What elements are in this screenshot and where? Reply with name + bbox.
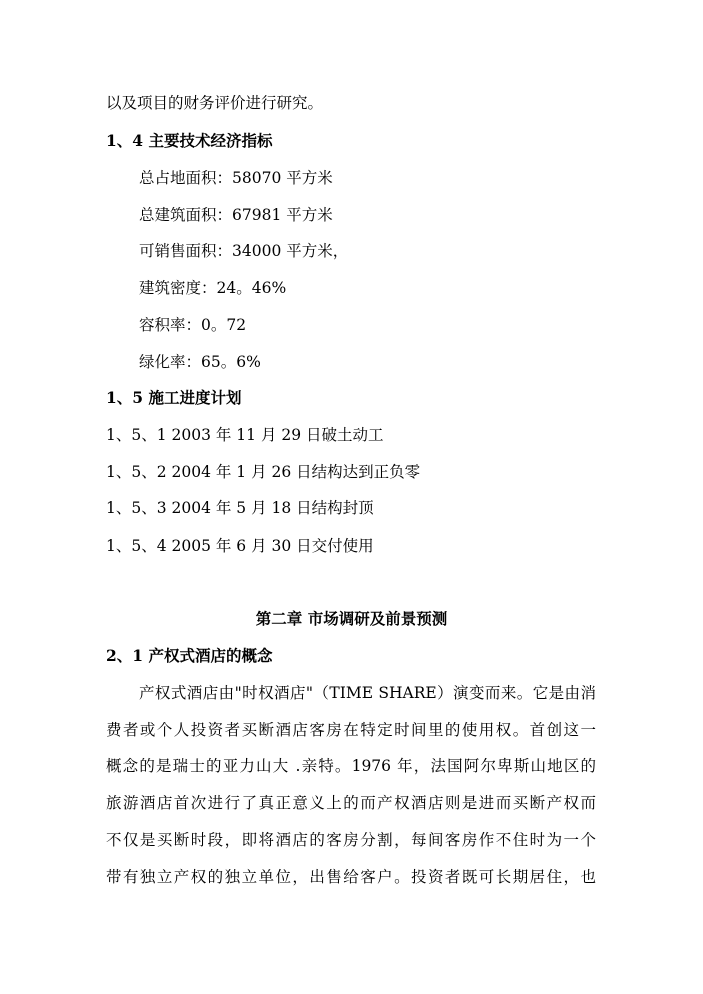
indicator-green-ratio: 绿化率：65。6% <box>139 353 261 371</box>
paragraph-line: 概念的是瑞士的亚力山大 .亲特。1976 年，法国阿尔卑斯山地区的 <box>106 757 596 775</box>
paragraph-line: 产权式酒店由"时权酒店"（TIME SHARE）演变而来。它是由消 <box>139 684 596 702</box>
schedule-item: 1、5、1 2003 年 11 月 29 日破土动工 <box>106 426 384 444</box>
section-1-4-heading: 1、4 主要技术经济指标 <box>106 131 273 150</box>
paragraph-line: 旅游酒店首次进行了真正意义上的而产权酒店则是进而买断产权而 <box>106 794 596 812</box>
schedule-item: 1、5、4 2005 年 6 月 30 日交付使用 <box>106 537 374 555</box>
section-1-5-heading: 1、5 施工进度计划 <box>106 388 242 407</box>
paragraph-line: 带有独立产权的独立单位，出售给客户。投资者既可长期居住，也 <box>106 868 596 886</box>
indicator-total-land-area: 总占地面积：58070 平方米 <box>139 169 333 187</box>
indicator-saleable-area: 可销售面积：34000 平方米， <box>139 242 349 260</box>
intro-paragraph-tail: 以及项目的财务评价进行研究。 <box>106 94 324 112</box>
indicator-plot-ratio: 容积率：0。72 <box>139 316 247 334</box>
indicator-total-floor-area: 总建筑面积：67981 平方米 <box>139 206 333 224</box>
schedule-item: 1、5、3 2004 年 5 月 18 日结构封顶 <box>106 499 374 517</box>
chapter-2-title: 第二章 市场调研及前景预测 <box>255 609 448 628</box>
section-2-1-heading: 2、1 产权式酒店的概念 <box>106 646 273 665</box>
schedule-item: 1、5、2 2004 年 1 月 26 日结构达到正负零 <box>106 463 421 481</box>
paragraph-line: 费者或个人投资者买断酒店客房在特定时间里的使用权。首创这一 <box>106 721 596 739</box>
indicator-building-density: 建筑密度：24。46% <box>139 279 287 297</box>
paragraph-line: 不仅是买断时段，即将酒店的客房分割，每间客房作不住时为一个 <box>106 831 596 849</box>
